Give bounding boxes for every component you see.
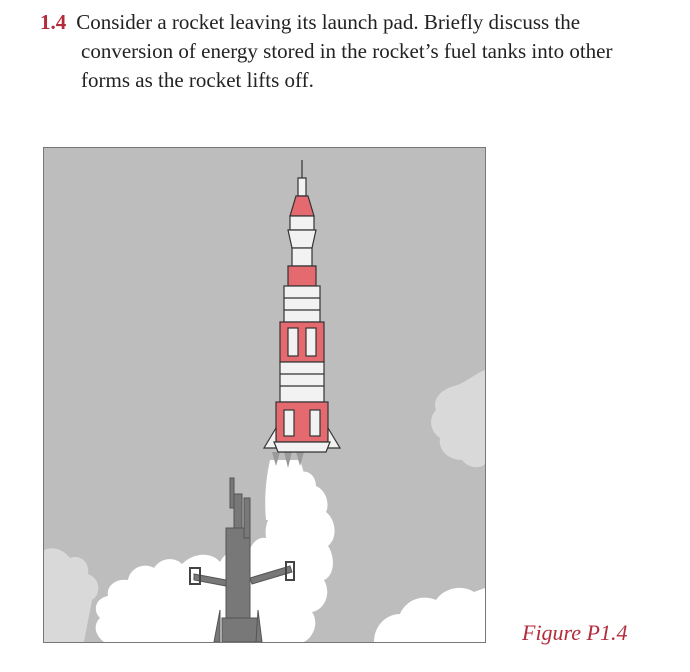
rocket-illustration bbox=[44, 148, 485, 642]
figure-rocket-launch bbox=[43, 147, 486, 643]
exhaust-plume bbox=[265, 460, 308, 520]
problem-number: 1.4 bbox=[40, 10, 67, 34]
figure-caption: Figure P1.4 bbox=[522, 620, 628, 645]
problem-statement bbox=[40, 8, 680, 95]
problem-text-line-3: forms as the rocket lifts off. bbox=[81, 68, 314, 92]
problem-text-line-2: conversion of energy stored in the rocket’s fuel tanks into other bbox=[81, 39, 613, 63]
problem-text-line-1: Consider a rocket leaving its launch pad. Briefly discuss the bbox=[76, 10, 581, 34]
problem-line-1 bbox=[40, 8, 680, 37]
